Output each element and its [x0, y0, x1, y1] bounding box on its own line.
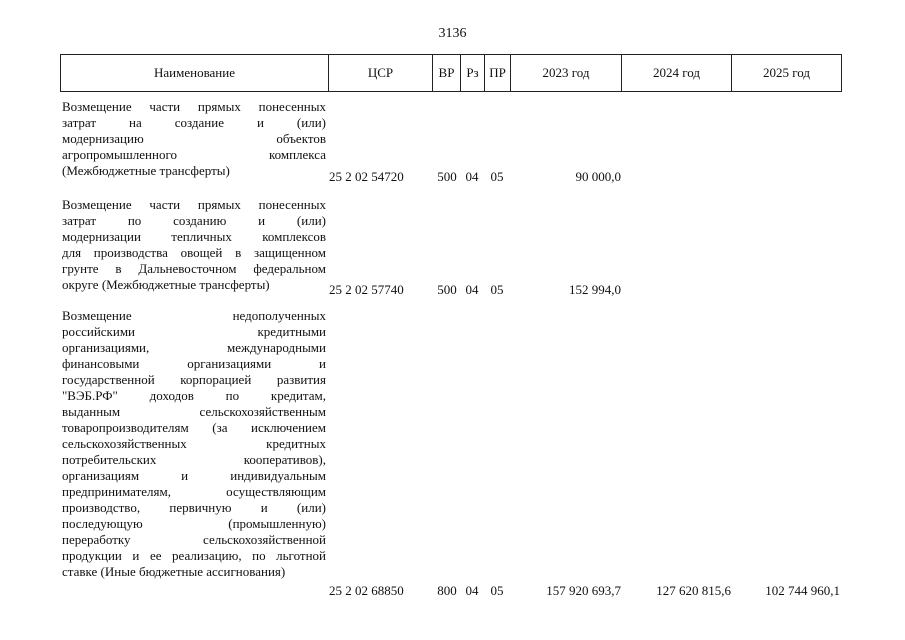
name-line: сельскохозяйственных кредитных	[62, 436, 326, 451]
name-line: для производства овощей в защищенном	[62, 245, 326, 260]
name-line: потребительских кооперативов),	[62, 452, 326, 467]
row-name	[62, 197, 326, 293]
name-line: финансовыми организациями и	[62, 356, 326, 371]
name-line: агропромышленного комплекса	[62, 147, 326, 162]
name-line: выданным сельскохозяйственным	[62, 404, 326, 419]
name-line: округе (Межбюджетные трансферты)	[62, 277, 270, 292]
row-rz: 04	[465, 282, 479, 297]
name-line: модернизацию объектов	[62, 131, 326, 146]
row-pr: 05	[490, 169, 504, 184]
row-vr: 500	[437, 169, 457, 184]
row-2023: 90 000,0	[575, 169, 621, 184]
name-line: Возмещение части прямых понесенных	[62, 99, 326, 114]
row-name	[62, 308, 326, 580]
table-header	[60, 54, 842, 92]
name-line: переработку сельскохозяйственной	[62, 532, 326, 547]
row-2023: 152 994,0	[569, 282, 621, 297]
column-header-rz: Рз	[461, 55, 485, 92]
table-row	[60, 99, 841, 185]
row-csr: 25 2 02 68850	[329, 583, 404, 598]
name-line: затрат на создание и (или)	[62, 115, 326, 130]
name-line: организациям и индивидуальным	[62, 468, 326, 483]
table-row	[60, 308, 841, 599]
row-2025: 102 744 960,1	[765, 583, 840, 598]
name-line: государственной корпорацией развития	[62, 372, 326, 387]
name-line: товаропроизводителям (за исключением	[62, 420, 326, 435]
page-number: 3136	[438, 26, 467, 41]
row-vr: 500	[437, 282, 457, 297]
name-line: предпринимателям, осуществляющим	[62, 484, 326, 499]
column-header-2024: 2024 год	[622, 55, 732, 92]
row-rz: 04	[465, 169, 479, 184]
row-2024: 127 620 815,6	[656, 583, 731, 598]
column-header-csr: ЦСР	[329, 55, 433, 92]
name-line: организациями, международными	[62, 340, 326, 355]
name-line: "ВЭБ.РФ" доходов по кредитам,	[62, 388, 326, 403]
name-line: (Межбюджетные трансферты)	[62, 163, 230, 178]
row-csr: 25 2 02 54720	[329, 169, 404, 184]
name-line: производство, первичную и (или)	[62, 500, 326, 515]
row-name	[62, 99, 326, 179]
row-rz: 04	[465, 583, 479, 598]
row-pr: 05	[490, 282, 504, 297]
column-header-name: Наименование	[61, 55, 329, 92]
table-row	[60, 197, 841, 298]
column-header-vr: ВР	[433, 55, 461, 92]
column-header-pr: ПР	[485, 55, 511, 92]
row-vr: 800	[437, 583, 457, 598]
name-line: продукции и ее реализацию, по льготной	[62, 548, 326, 563]
row-pr: 05	[490, 583, 504, 598]
name-line: затрат по созданию и (или)	[62, 213, 326, 228]
name-line: последующую (промышленную)	[62, 516, 326, 531]
row-2023: 157 920 693,7	[546, 583, 621, 598]
column-header-2023: 2023 год	[511, 55, 622, 92]
name-line: модернизации тепличных комплексов	[62, 229, 326, 244]
name-line: грунте в Дальневосточном федеральном	[62, 261, 326, 276]
row-csr: 25 2 02 57740	[329, 282, 404, 297]
name-line: Возмещение недополученных	[62, 308, 326, 323]
name-line: Возмещение части прямых понесенных	[62, 197, 326, 212]
name-line: российскими кредитными	[62, 324, 326, 339]
column-header-2025: 2025 год	[732, 55, 842, 92]
name-line: ставке (Иные бюджетные ассигнования)	[62, 564, 286, 579]
